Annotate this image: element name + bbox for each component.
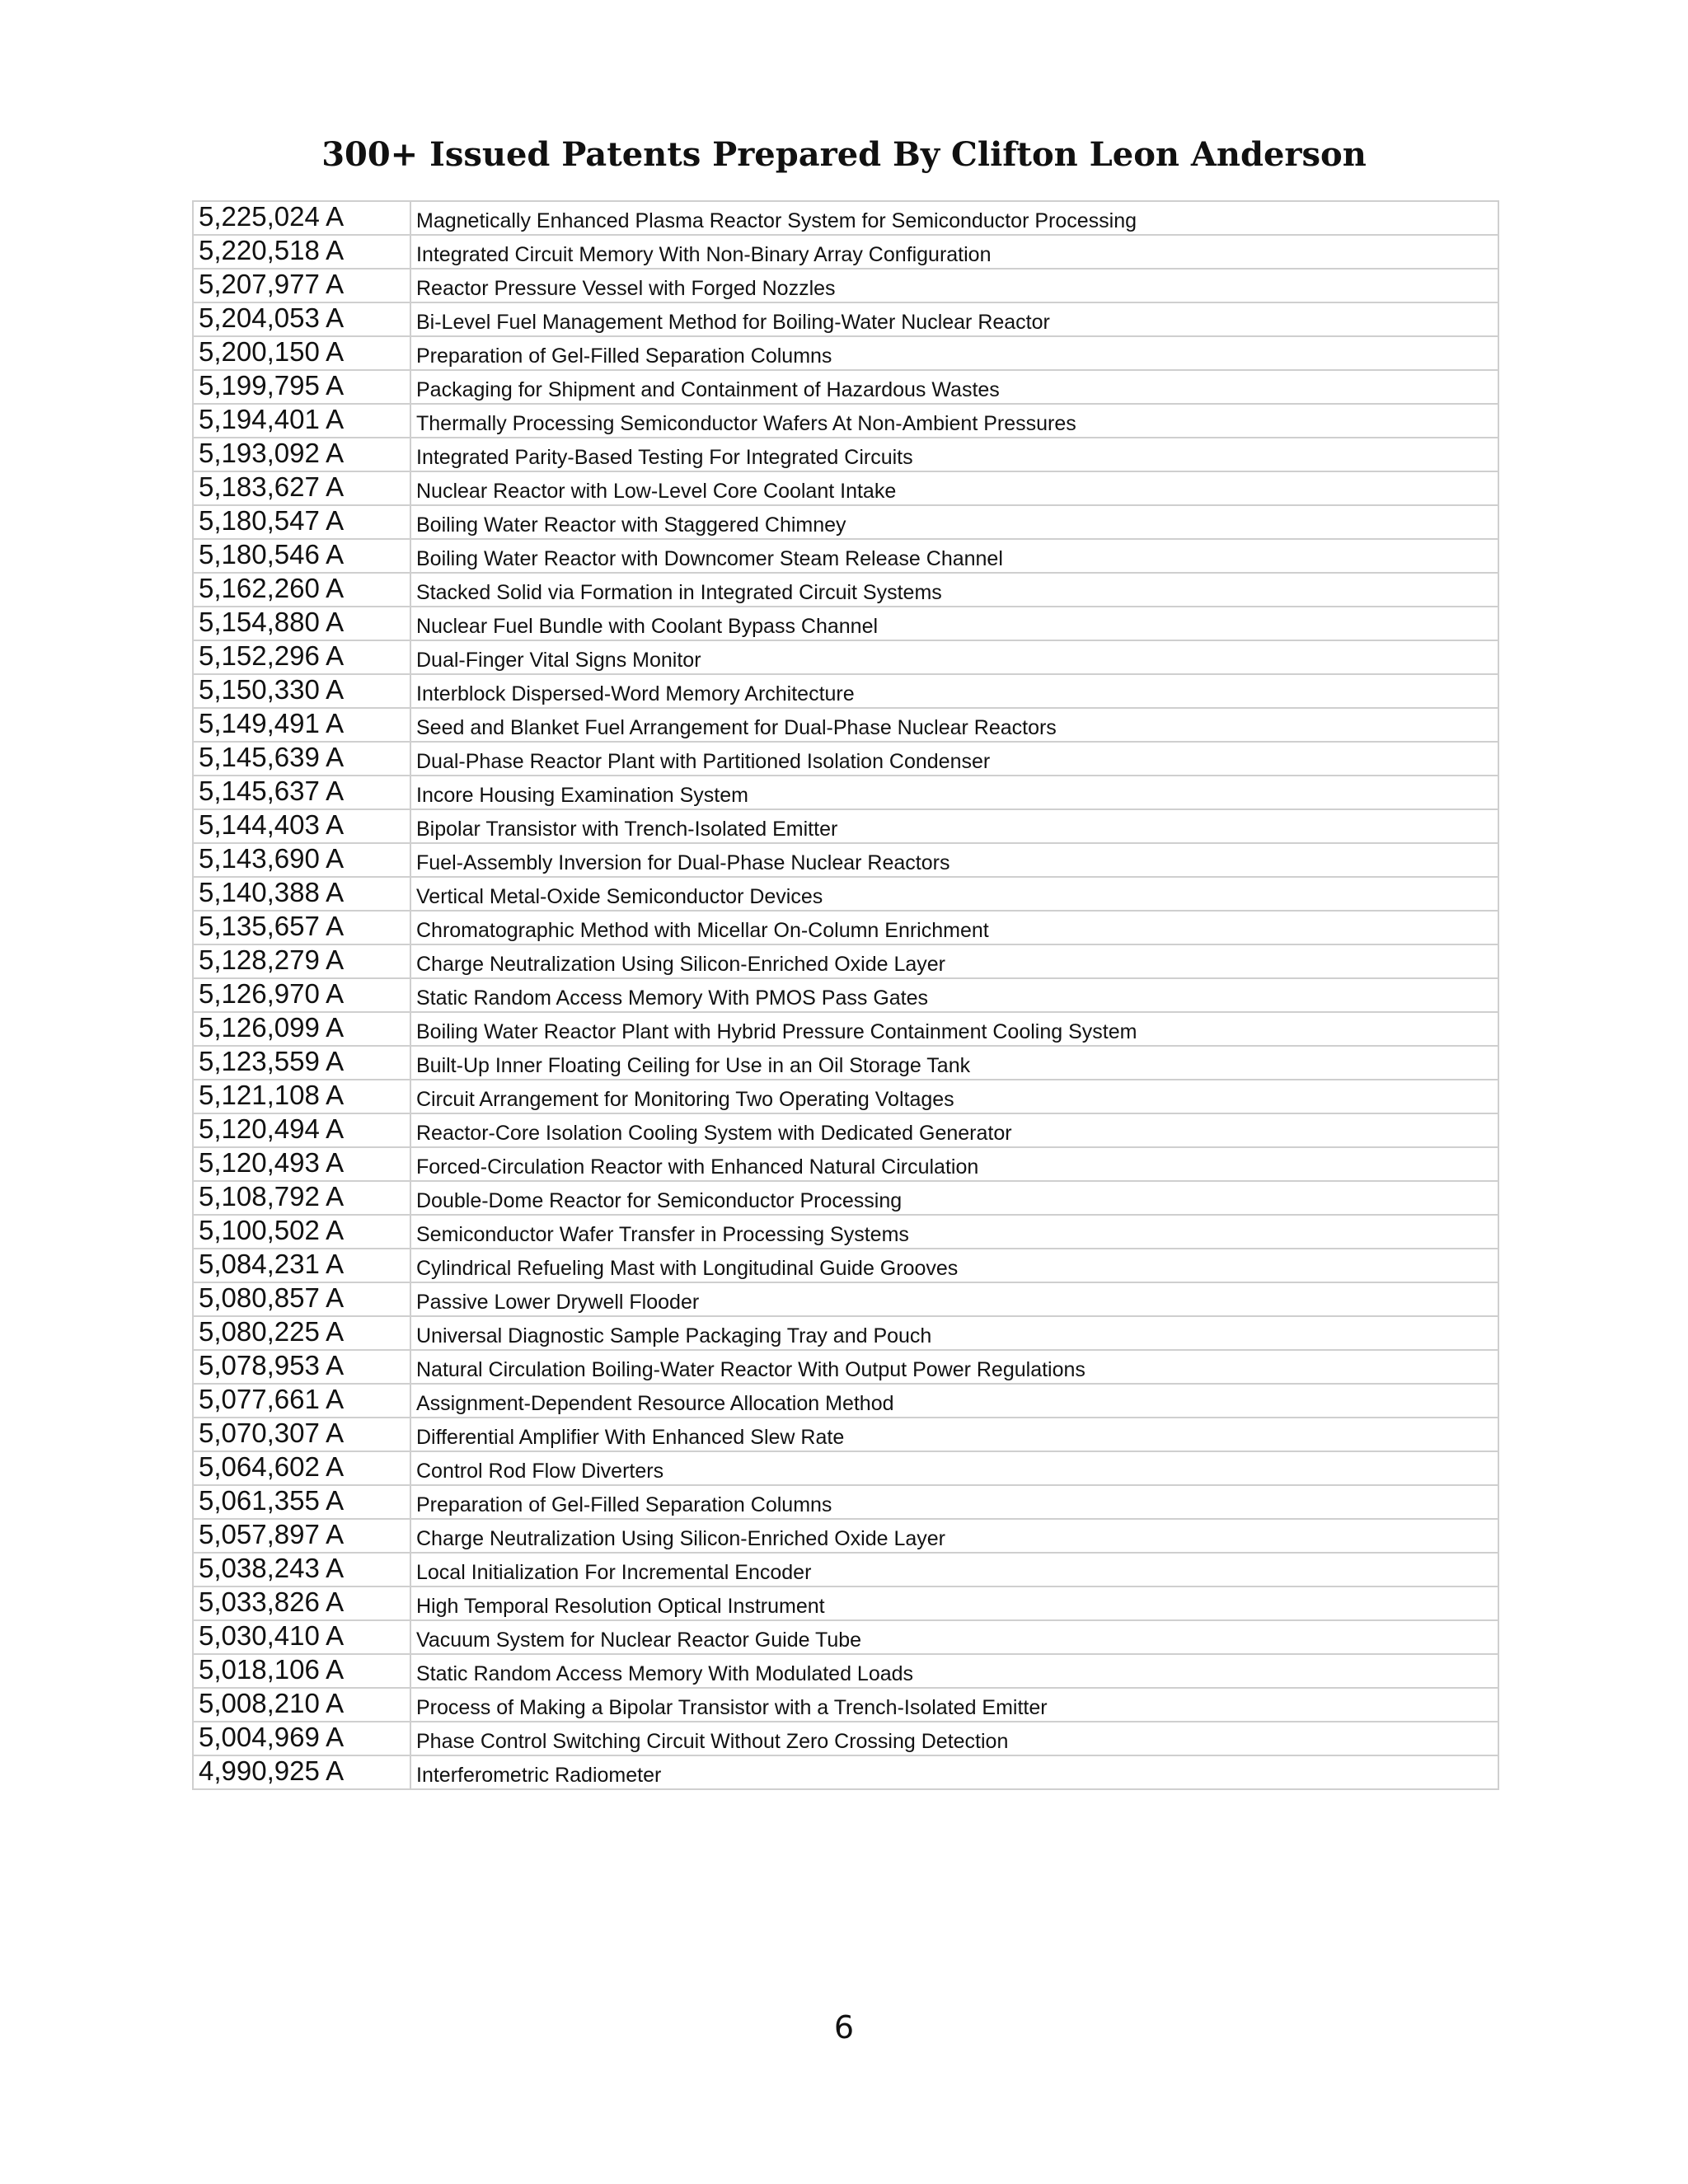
patent-number: 5,145,639 A <box>193 742 410 776</box>
table-row <box>193 809 1498 843</box>
patent-title: Integrated Parity-Based Testing For Integrated Circuits <box>410 438 1498 471</box>
patent-title: Boiling Water Reactor with Staggered Chimney <box>410 505 1498 539</box>
patent-number: 5,149,491 A <box>193 708 410 742</box>
patent-title: Reactor-Core Isolation Cooling System with Dedicated Generator <box>410 1113 1498 1147</box>
patent-number: 5,057,897 A <box>193 1519 410 1553</box>
patent-number: 5,126,099 A <box>193 1012 410 1046</box>
table-row <box>193 1282 1498 1316</box>
patent-number: 5,193,092 A <box>193 438 410 471</box>
patent-number: 5,004,969 A <box>193 1722 410 1755</box>
patent-title: Universal Diagnostic Sample Packaging Tray and Pouch <box>410 1316 1498 1350</box>
patent-number: 5,225,024 A <box>193 201 410 235</box>
table-row <box>193 978 1498 1012</box>
table-row <box>193 1418 1498 1451</box>
patent-number: 5,033,826 A <box>193 1586 410 1620</box>
patent-number: 5,078,953 A <box>193 1350 410 1384</box>
patent-title: Process of Making a Bipolar Transistor with a Trench-Isolated Emitter <box>410 1688 1498 1722</box>
patent-number: 5,152,296 A <box>193 640 410 674</box>
patent-number: 5,200,150 A <box>193 336 410 370</box>
patent-title: Stacked Solid via Formation in Integrated Circuit Systems <box>410 573 1498 607</box>
patent-number: 5,018,106 A <box>193 1654 410 1688</box>
patent-number: 5,100,502 A <box>193 1215 410 1249</box>
patent-title: Charge Neutralization Using Silicon-Enriched Oxide Layer <box>410 1519 1498 1553</box>
table-row <box>193 269 1498 302</box>
table-row <box>193 438 1498 471</box>
table-row <box>193 1451 1498 1485</box>
patent-number: 5,199,795 A <box>193 370 410 404</box>
table-row <box>193 742 1498 776</box>
patent-title: Thermally Processing Semiconductor Wafers At Non-Ambient Pressures <box>410 404 1498 438</box>
patent-title: Preparation of Gel-Filled Separation Columns <box>410 336 1498 370</box>
table-row <box>193 471 1498 505</box>
patent-title: Vertical Metal-Oxide Semiconductor Devices <box>410 877 1498 911</box>
table-row <box>193 1722 1498 1755</box>
patent-title: Double-Dome Reactor for Semiconductor Processing <box>410 1181 1498 1215</box>
patent-title: Vacuum System for Nuclear Reactor Guide Tube <box>410 1620 1498 1654</box>
patent-title: Phase Control Switching Circuit Without Zero Crossing Detection <box>410 1722 1498 1755</box>
patent-title: Differential Amplifier With Enhanced Slew Rate <box>410 1418 1498 1451</box>
table-row <box>193 1080 1498 1113</box>
patent-title: Charge Neutralization Using Silicon-Enriched Oxide Layer <box>410 944 1498 978</box>
patent-number: 5,194,401 A <box>193 404 410 438</box>
patent-number: 5,070,307 A <box>193 1418 410 1451</box>
table-row <box>193 877 1498 911</box>
table-row <box>193 1215 1498 1249</box>
patent-title: Seed and Blanket Fuel Arrangement for Dual-Phase Nuclear Reactors <box>410 708 1498 742</box>
patent-title: Nuclear Reactor with Low-Level Core Coolant Intake <box>410 471 1498 505</box>
table-row <box>193 1249 1498 1282</box>
patent-number: 5,204,053 A <box>193 302 410 336</box>
table-row <box>193 1620 1498 1654</box>
patent-number: 5,207,977 A <box>193 269 410 302</box>
table-row <box>193 1046 1498 1080</box>
table-row <box>193 944 1498 978</box>
patent-title: Local Initialization For Incremental Encoder <box>410 1553 1498 1586</box>
patent-number: 5,144,403 A <box>193 809 410 843</box>
patent-number: 5,008,210 A <box>193 1688 410 1722</box>
page-number: 6 <box>833 2009 855 2046</box>
patent-number: 5,180,546 A <box>193 539 410 573</box>
patent-number: 5,135,657 A <box>193 911 410 944</box>
table-row <box>193 573 1498 607</box>
table-row <box>193 1316 1498 1350</box>
patent-title: Cylindrical Refueling Mast with Longitudinal Guide Grooves <box>410 1249 1498 1282</box>
patent-number: 5,080,225 A <box>193 1316 410 1350</box>
table-row <box>193 1688 1498 1722</box>
patent-title: Built-Up Inner Floating Ceiling for Use in an Oil Storage Tank <box>410 1046 1498 1080</box>
patent-number: 5,030,410 A <box>193 1620 410 1654</box>
patent-number: 5,150,330 A <box>193 674 410 708</box>
patent-number: 5,120,494 A <box>193 1113 410 1147</box>
table-row <box>193 1485 1498 1519</box>
table-row <box>193 1181 1498 1215</box>
patent-table-body <box>193 201 1498 1789</box>
table-row <box>193 1755 1498 1789</box>
table-row <box>193 1553 1498 1586</box>
table-row <box>193 1113 1498 1147</box>
patent-title: Integrated Circuit Memory With Non-Binary Array Configuration <box>410 235 1498 269</box>
patent-title: Passive Lower Drywell Flooder <box>410 1282 1498 1316</box>
patent-title: Interferometric Radiometer <box>410 1755 1498 1789</box>
patent-title: Circuit Arrangement for Monitoring Two Operating Voltages <box>410 1080 1498 1113</box>
table-row <box>193 1654 1498 1688</box>
table-row <box>193 1350 1498 1384</box>
table-row <box>193 674 1498 708</box>
table-row <box>193 505 1498 539</box>
table-row <box>193 911 1498 944</box>
patent-title: Bi-Level Fuel Management Method for Boiling-Water Nuclear Reactor <box>410 302 1498 336</box>
table-row <box>193 539 1498 573</box>
patent-number: 5,183,627 A <box>193 471 410 505</box>
patent-title: Assignment-Dependent Resource Allocation Method <box>410 1384 1498 1418</box>
table-row <box>193 404 1498 438</box>
patent-title: Preparation of Gel-Filled Separation Columns <box>410 1485 1498 1519</box>
patent-title: Fuel-Assembly Inversion for Dual-Phase Nuclear Reactors <box>410 843 1498 877</box>
patent-title: Boiling Water Reactor with Downcomer Steam Release Channel <box>410 539 1498 573</box>
patent-title: Incore Housing Examination System <box>410 776 1498 809</box>
table-row <box>193 1384 1498 1418</box>
patent-number: 5,084,231 A <box>193 1249 410 1282</box>
patent-number: 5,145,637 A <box>193 776 410 809</box>
patent-number: 5,121,108 A <box>193 1080 410 1113</box>
patent-title: Forced-Circulation Reactor with Enhanced Natural Circulation <box>410 1147 1498 1181</box>
patent-number: 5,077,661 A <box>193 1384 410 1418</box>
patent-number: 5,162,260 A <box>193 573 410 607</box>
table-row <box>193 201 1498 235</box>
table-row <box>193 843 1498 877</box>
patent-number: 5,120,493 A <box>193 1147 410 1181</box>
patent-table <box>192 200 1499 1790</box>
patent-number: 5,038,243 A <box>193 1553 410 1586</box>
table-row <box>193 1519 1498 1553</box>
table-row <box>193 708 1498 742</box>
table-row <box>193 1147 1498 1181</box>
patent-number: 5,126,970 A <box>193 978 410 1012</box>
patent-title: Boiling Water Reactor Plant with Hybrid Pressure Containment Cooling System <box>410 1012 1498 1046</box>
patent-title: Interblock Dispersed-Word Memory Architecture <box>410 674 1498 708</box>
patent-title: Nuclear Fuel Bundle with Coolant Bypass Channel <box>410 607 1498 640</box>
table-row <box>193 640 1498 674</box>
patent-number: 5,154,880 A <box>193 607 410 640</box>
patent-number: 5,061,355 A <box>193 1485 410 1519</box>
patent-number: 4,990,925 A <box>193 1755 410 1789</box>
table-row <box>193 336 1498 370</box>
patent-number: 5,143,690 A <box>193 843 410 877</box>
patent-number: 5,180,547 A <box>193 505 410 539</box>
patent-title: Natural Circulation Boiling-Water Reactor With Output Power Regulations <box>410 1350 1498 1384</box>
table-row <box>193 776 1498 809</box>
table-row <box>193 607 1498 640</box>
patent-title: Magnetically Enhanced Plasma Reactor System for Semiconductor Processing <box>410 201 1498 235</box>
table-row <box>193 1012 1498 1046</box>
patent-title: Packaging for Shipment and Containment of Hazardous Wastes <box>410 370 1498 404</box>
patent-title: Static Random Access Memory With Modulated Loads <box>410 1654 1498 1688</box>
patent-title: Dual-Phase Reactor Plant with Partitioned Isolation Condenser <box>410 742 1498 776</box>
patent-title: Semiconductor Wafer Transfer in Processing Systems <box>410 1215 1498 1249</box>
table-row <box>193 370 1498 404</box>
patent-title: High Temporal Resolution Optical Instrument <box>410 1586 1498 1620</box>
patent-title: Static Random Access Memory With PMOS Pass Gates <box>410 978 1498 1012</box>
patent-title: Reactor Pressure Vessel with Forged Nozzles <box>410 269 1498 302</box>
patent-title: Bipolar Transistor with Trench-Isolated Emitter <box>410 809 1498 843</box>
patent-number: 5,064,602 A <box>193 1451 410 1485</box>
patent-title: Control Rod Flow Diverters <box>410 1451 1498 1485</box>
table-row <box>193 235 1498 269</box>
page-title: 300+ Issued Patents Prepared By Clifton Leon Anderson <box>321 135 1367 174</box>
patent-number: 5,220,518 A <box>193 235 410 269</box>
patent-number: 5,140,388 A <box>193 877 410 911</box>
patent-number: 5,128,279 A <box>193 944 410 978</box>
patent-number: 5,123,559 A <box>193 1046 410 1080</box>
patent-title: Dual-Finger Vital Signs Monitor <box>410 640 1498 674</box>
patent-number: 5,080,857 A <box>193 1282 410 1316</box>
table-row <box>193 1586 1498 1620</box>
patent-number: 5,108,792 A <box>193 1181 410 1215</box>
table-row <box>193 302 1498 336</box>
patent-title: Chromatographic Method with Micellar On-Column Enrichment <box>410 911 1498 944</box>
